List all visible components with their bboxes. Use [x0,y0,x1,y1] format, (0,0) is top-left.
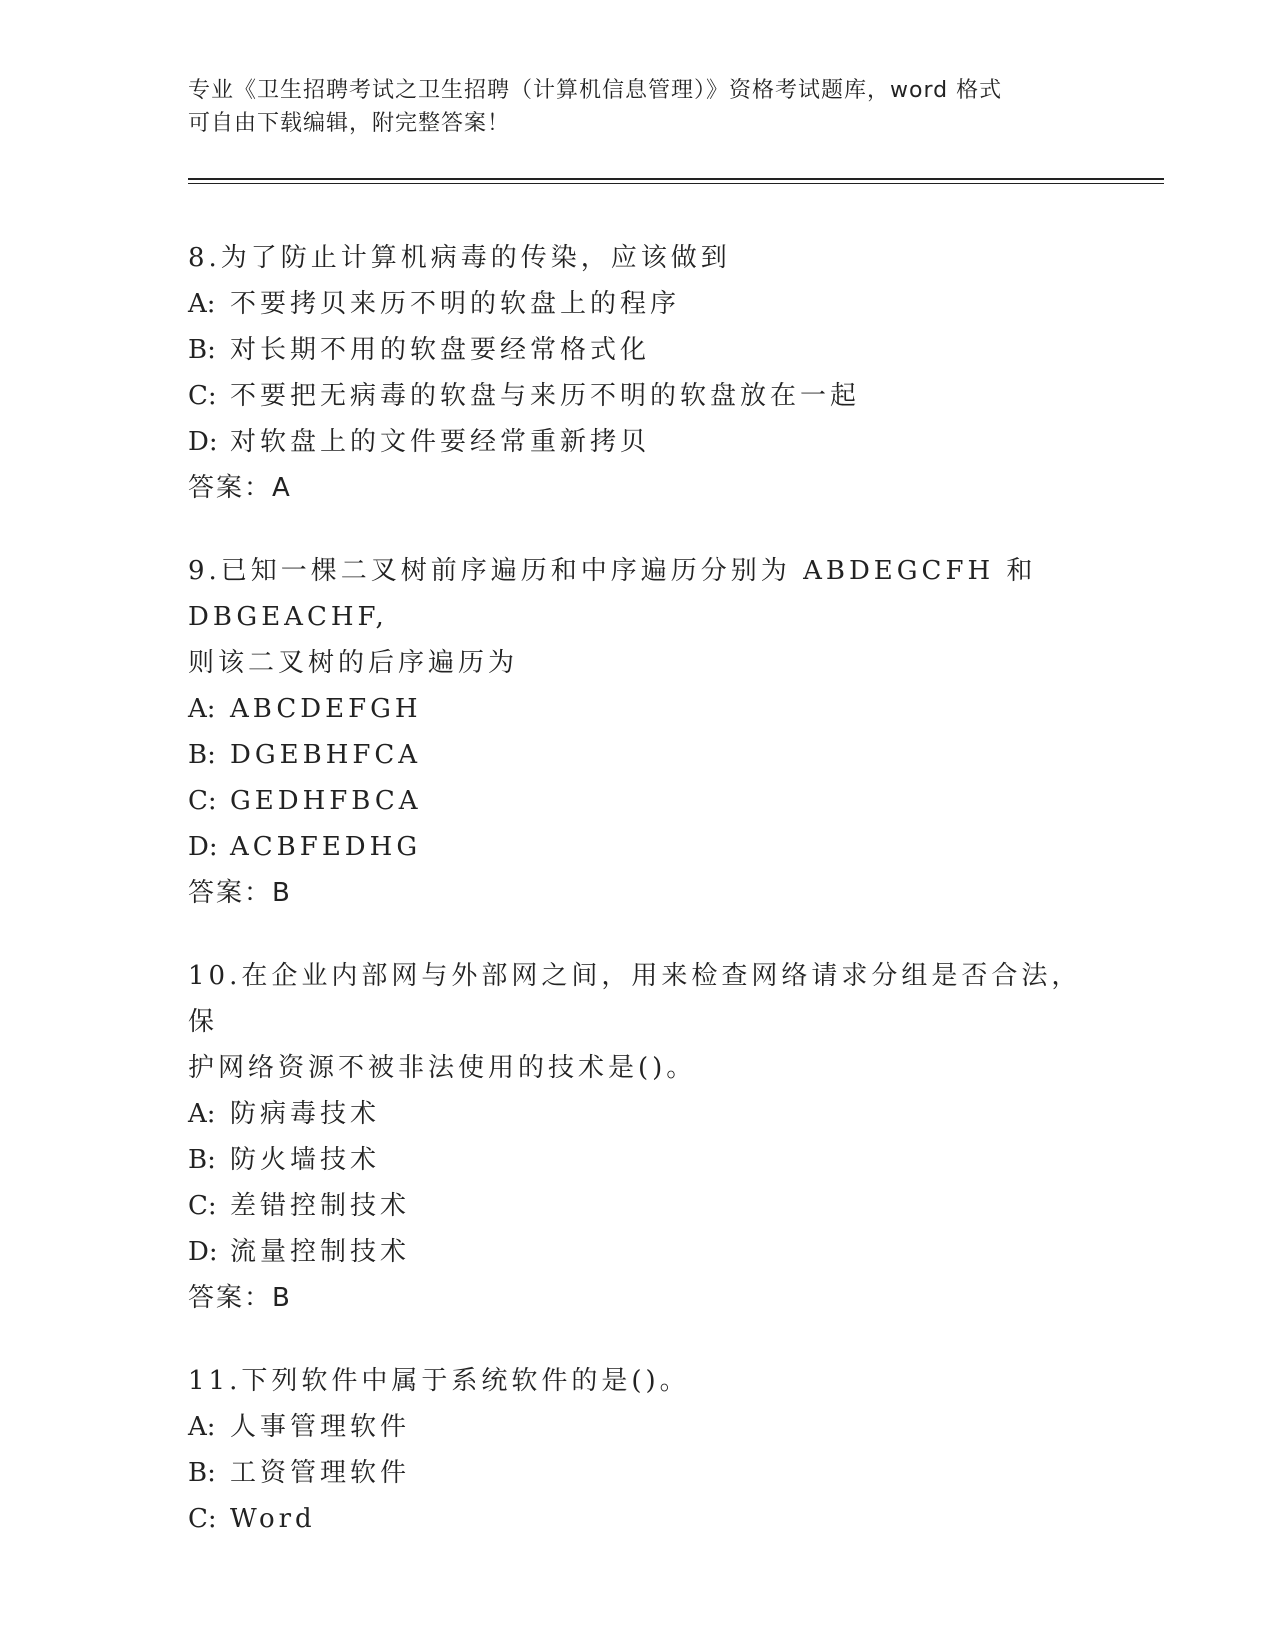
option-letter: A: [188,1412,216,1442]
option-text: 人事管理软件 [230,1412,411,1442]
question-text-line: 则该二叉树的后序遍历为 [188,648,519,678]
question-text-line: 8.为了防止计算机病毒的传染，应该做到 [188,243,731,273]
question-9 [188,548,1088,916]
header-divider-thin [188,183,1164,184]
option-letter: D: [188,832,218,862]
option-a [188,1404,1088,1450]
option-text: DGEBHFCA [230,740,422,770]
option-text: 防病毒技术 [230,1099,381,1129]
question-text-line: 11.下列软件中属于系统软件的是()。 [188,1366,690,1396]
header-line-1: 专业《卫生招聘考试之卫生招聘（计算机信息管理）》资格考试题库，word 格式 [188,78,1003,103]
option-text: 不要拷贝来历不明的软盘上的程序 [230,289,681,319]
option-c [188,373,1088,419]
option-b [188,327,1088,373]
option-b [188,1450,1088,1496]
option-text: Word [230,1504,316,1534]
option-d [188,824,1088,870]
option-c [188,1496,1088,1542]
option-letter: B: [188,335,216,365]
header-divider-thick [188,178,1164,180]
question-11 [188,1358,1088,1542]
question-8 [188,235,1088,511]
option-text: 差错控制技术 [230,1191,411,1221]
option-letter: B: [188,740,216,770]
question-text-line: 护网络资源不被非法使用的技术是()。 [188,1053,697,1083]
option-text: 对软盘上的文件要经常重新拷贝 [230,427,651,457]
option-letter: B: [188,1145,216,1175]
option-letter: A: [188,289,216,319]
option-letter: D: [188,1237,218,1267]
option-b [188,732,1088,778]
option-letter: A: [188,1099,216,1129]
option-c [188,1183,1088,1229]
option-letter: C: [188,1504,217,1534]
question-10 [188,953,1088,1321]
option-c [188,778,1088,824]
option-d [188,419,1088,465]
option-text: ACBFEDHG [230,832,422,862]
option-letter: D: [188,427,218,457]
option-text: GEDHFBCA [230,786,422,816]
option-a [188,281,1088,327]
answer-line: 答案：B [188,1283,292,1313]
option-text: 不要把无病毒的软盘与来历不明的软盘放在一起 [230,381,861,411]
question-text-line: 10.在企业内部网与外部网之间，用来检查网络请求分组是否合法，保 [188,961,1082,1037]
answer-line: 答案：B [188,878,292,908]
option-text: 防火墙技术 [230,1145,381,1175]
option-letter: B: [188,1458,216,1488]
question-list [188,235,1088,1579]
answer-line: 答案：A [188,473,292,503]
option-a [188,686,1088,732]
option-letter: A: [188,694,216,724]
option-text: ABCDEFGH [230,694,422,724]
option-b [188,1137,1088,1183]
option-text: 对长期不用的软盘要经常格式化 [230,335,651,365]
option-d [188,1229,1088,1275]
option-letter: C: [188,1191,217,1221]
header-line-2: 可自由下载编辑，附完整答案！ [188,111,511,136]
option-text: 工资管理软件 [230,1458,411,1488]
option-a [188,1091,1088,1137]
option-letter: C: [188,381,217,411]
option-text: 流量控制技术 [230,1237,411,1267]
document-header [188,74,1068,140]
option-letter: C: [188,786,217,816]
question-text-line: 9.已知一棵二叉树前序遍历和中序遍历分别为 ABDEGCFH 和 DBGEACHF, [188,556,1037,632]
